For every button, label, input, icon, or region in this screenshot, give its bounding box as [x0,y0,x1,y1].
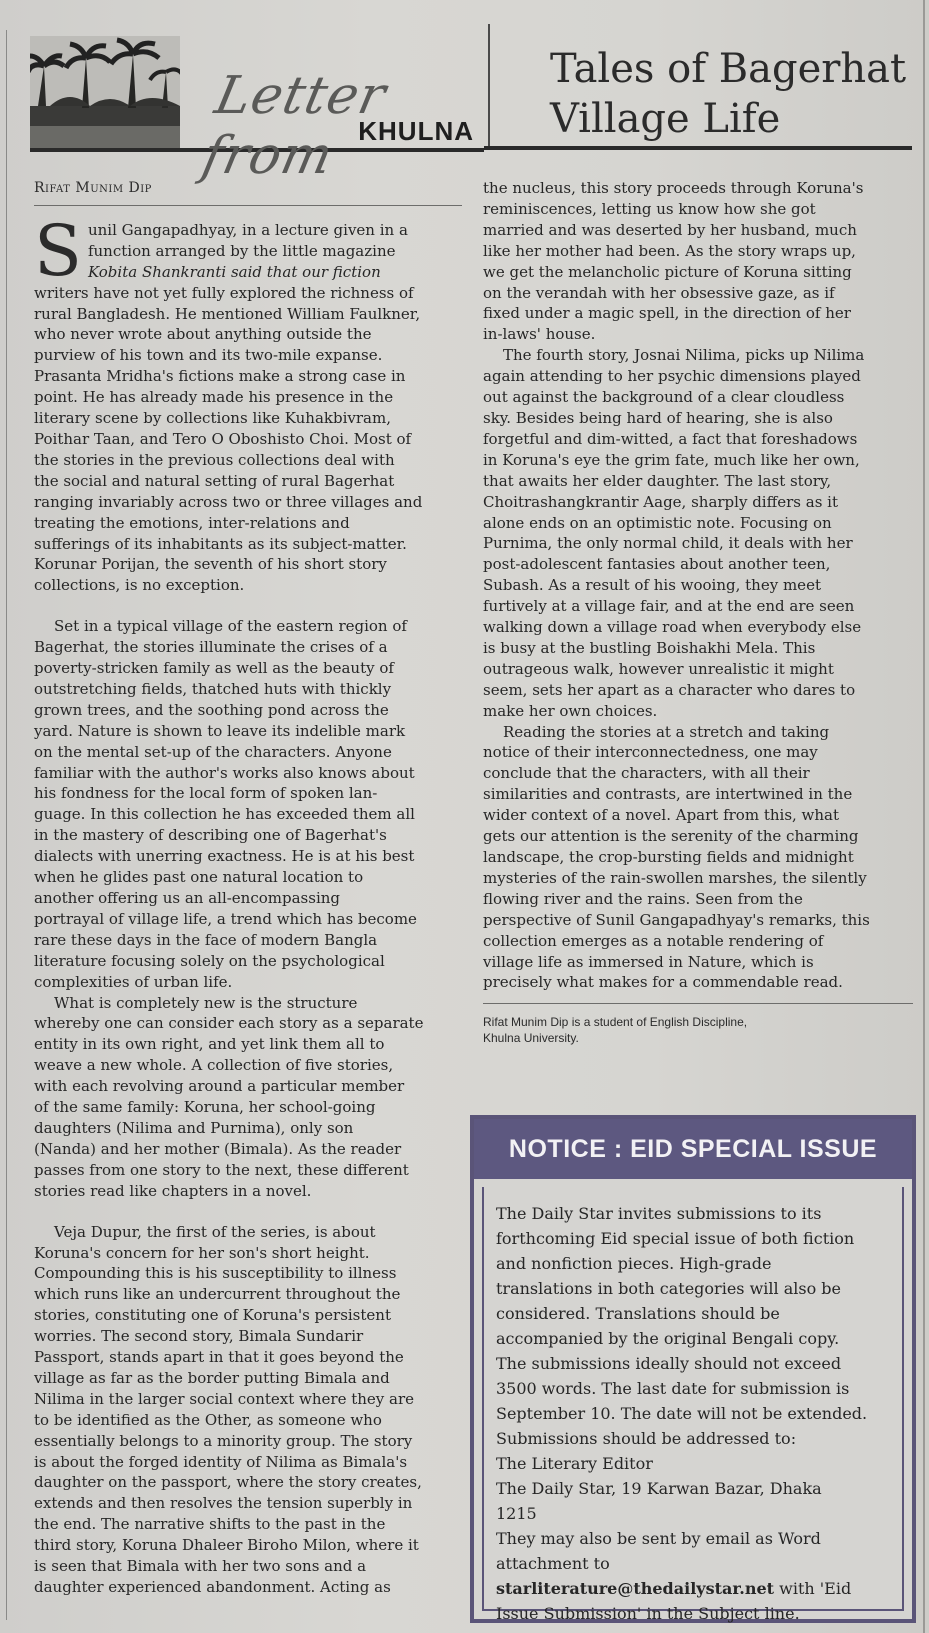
paragraph-5 [483,178,913,345]
text-line: treating the emotions, inter-relations and [34,513,350,532]
text-line: poverty-stricken family as well as the beauty of [34,659,394,678]
header-rule [484,146,912,150]
text-line: in the mastery of describing one of Bagerhat's [34,826,387,845]
paragraph-1 [34,209,462,596]
notice-line: considered. Translations should be [496,1304,780,1323]
text-line: function arranged by the little magazine [87,241,396,260]
email-link[interactable]: starliterature@thedailystar.net [496,1579,775,1598]
text-line: portrayal of village life, a trend which has become [34,909,417,928]
text-line: flowing river and the rains. Seen from the [483,889,803,908]
notice-line: Submissions should be addressed to: [496,1429,797,1448]
text-line: stories, constituting one of Koruna's persistent [34,1306,391,1325]
notice-line: Issue Submission' in the Subject line. [496,1604,800,1623]
text-line: collection emerges as a notable rendering of [483,931,824,950]
text-line: passes from one story to the next, these different [34,1160,409,1179]
text-line: daughters (Nilima and Purnima), only son [34,1118,354,1137]
text-line: with each revolving around a particular member [34,1077,405,1096]
text-line: Subash. As a result of his wooing, they meet [483,576,821,595]
text-line: village life as immersed in Nature, which is [483,952,814,971]
text-line: Compounding this is his susceptibility to illness [34,1264,397,1283]
text-line: Koruna's concern for her son's short height. [34,1243,370,1262]
text-line: Nilima in the larger social context where they are [34,1389,415,1408]
header-divider [488,24,490,148]
text-line: guage. In this collection he has exceeded them all [34,805,415,824]
notice-inner-frame [482,1187,904,1623]
notice-line: attachment to [496,1554,610,1573]
notice-line: accompanied by the original Bengali copy. [496,1329,840,1348]
text-line: literary scene by collections like Kuhakbivram, [34,409,391,428]
notice-line: The submissions ideally should not exceed [496,1354,842,1373]
text-line: his fondness for the local form of spoken lan- [34,784,378,803]
text-line: wider context of a novel. Apart from this, what [483,806,840,825]
text-line: the stories in the previous collections deal with [34,450,395,469]
notice-line: They may also be sent by email as Word [496,1529,821,1548]
text-line: Purnima, the only normal child, it deals with her [483,534,853,553]
text-line: Set in a typical village of the eastern region of [54,617,407,636]
text-line: essentially belongs to a minority group. The story [34,1431,413,1450]
column-logo [30,36,484,186]
text-line: (Nanda) and her mother (Bimala). As the reader [34,1139,402,1158]
text-line: when he glides past one natural location to [34,868,364,887]
text-line: The fourth story, Josnai Nilima, picks up Nilima [503,346,865,365]
text-line: outrageous walk, however unrealistic it might [483,659,834,678]
text-line: stories read like chapters in a novel. [34,1181,312,1200]
logo-city-text: KHULNA [358,116,474,146]
right-column [483,178,913,1046]
text-line: walking down a village road when everybody else [483,618,862,637]
text-line: Veja Dupur, the first of the series, is about [54,1222,376,1241]
text-line: daughter on the passport, where the story creates, [34,1473,422,1492]
text-line: forgetful and dim-witted, a fact that foreshadows [483,429,858,448]
text-line: fixed under a magic spell, in the direction of her [483,304,851,323]
text-line: which runs like an undercurrent throughout the [34,1285,401,1304]
text-line: sky. Besides being hard of hearing, she is also [483,408,833,427]
author-note [483,1003,913,1046]
text-line: village as far as the border putting Bimala and [34,1368,390,1387]
notice-line: The Daily Star invites submissions to its [496,1204,822,1223]
text-line: that awaits her elder daughter. The last story, [483,471,832,490]
paragraph-gap [34,1202,462,1222]
paragraph-4 [34,1222,462,1598]
text-line: daughter experienced abandonment. Acting as [34,1578,391,1596]
text-line: grown trees, and the soothing pond across the [34,700,389,719]
text-line: furtively at a village fair, and at the end are seen [483,597,855,616]
text-line: who never wrote about anything outside the [34,325,372,344]
text-line: weave a new whole. A collection of five stories, [34,1056,394,1075]
text-line: post-adolescent fantasies about another teen, [483,555,831,574]
paragraph-gap [34,596,462,616]
text-line: Reading the stories at a stretch and taking [503,722,830,741]
article-title [550,44,920,144]
text-line: alone ends on an optimistic note. Focusing on [483,513,832,532]
text-line: mysteries of the rain-swollen marshes, the silently [483,868,867,887]
text-line: like her mother had been. As the story wraps up, [483,241,856,260]
text-line: worries. The second story, Bimala Sundarir [34,1327,364,1346]
text-line: conclude that the characters, with all their [483,764,810,783]
text-line: perspective of Sunil Gangapadhyay's remarks, this [483,910,870,929]
text-line: literature focusing solely on the psychological [34,951,385,970]
text-line: entity in its own right, and yet link them all to [34,1035,385,1054]
palm-trees-photo-icon [30,36,180,148]
text-line: whereby one can consider each story as a separate [34,1014,424,1033]
text-line: dialects with unerring exactness. He is at his best [34,847,415,866]
notice-line: The Literary Editor [496,1454,653,1473]
text-line: What is completely new is the structure [54,993,358,1012]
text-line: writers have not yet fully explored the richness of [34,283,414,302]
text-line: we get the melancholic picture of Koruna sitting [483,262,852,281]
text-line: gets our attention is the serenity of the charming [483,827,859,846]
text-line: Poithar Taan, and Tero O Oboshisto Choi. Most of [34,429,412,448]
text-line: the social and natural setting of rural Bagerhat [34,471,395,490]
title-line: Tales of Bagerhat [550,46,907,92]
text-line: another offering us an all-encompassing [34,889,340,907]
text-line: point. He has already made his presence in the [34,388,394,407]
logo-script-text: Letter from [197,66,392,186]
text-line: rural Bangladesh. He mentioned William Faulkner, [34,304,421,323]
text-line: extends and then resolves the tension superbly in [34,1494,413,1513]
text-line: third story, Koruna Dhaleer Biroho Milon, where it [34,1536,419,1555]
text-line: is about the forged identity of Nilima as Bimala's [34,1452,408,1471]
text-line: Choitrashangkrantir Aage, sharply differs as it [483,492,839,511]
notice-line: 3500 words. The last date for submission is [496,1379,850,1398]
author-note-line: Rifat Munim Dip is a student of English Discipline, [483,1015,748,1030]
text-line: out against the background of a clear cloudless [483,388,845,407]
notice-heading: NOTICE : EID SPECIAL ISSUE [474,1119,912,1179]
notice-email-line [496,1576,894,1601]
email-suffix: with 'Eid [774,1579,852,1598]
paragraph-2 [34,616,462,992]
text-line: married and was deserted by her husband, much [483,220,857,239]
paragraph-7 [483,722,913,994]
text-line: Prasanta Mridha's fictions make a strong case in [34,367,406,386]
notice-line: September 10. The date will not be extended. [496,1404,868,1423]
author-note-line: Khulna University. [483,1031,579,1046]
text-line: collections, is no exception. [34,576,245,595]
text-line: Korunar Porijan, the seventh of his short story [34,555,387,574]
text-line: yard. Nature is shown to leave its indelible mark [34,721,406,740]
title-line: Village Life [550,96,781,142]
left-column [34,178,462,1598]
text-line: unil Gangapadhyay, in a lecture given in a [87,220,408,239]
text-line: Passport, stands apart in that it goes beyond the [34,1348,404,1367]
notice-line: 1215 [496,1504,537,1523]
text-line: in-laws' house. [483,325,596,344]
paragraph-3 [34,993,462,1202]
text-line: sufferings of its inhabitants as its subject-matter. [34,534,407,553]
paragraph-6 [483,345,913,721]
page-edge-right [923,0,925,1633]
text-line: ranging invariably across two or three villages and [34,492,423,511]
text-line: seem, sets her apart as a character who dares to [483,680,856,699]
text-line: landscape, the crop-bursting fields and midnight [483,848,854,866]
notice-line: and nonfiction pieces. High-grade [496,1254,772,1273]
text-line: on the verandah with her obsessive gaze, as if [483,283,835,302]
text-line: in Koruna's eye the grim fate, much like her own, [483,450,860,469]
notice-body [496,1201,894,1626]
text-line: similarities and contrasts, are intertwined in the [483,785,853,804]
notice-box [470,1115,916,1623]
text-line: is seen that Bimala with her two sons and a [34,1557,367,1576]
byline: Rifat Munim Dip [34,178,462,206]
text-line: reminiscences, letting us know how she got [483,199,816,218]
text-line: of the same family: Koruna, her school-going [34,1098,376,1117]
text-line: rare these days in the face of modern Bangla [34,930,378,949]
text-line: familiar with the author's works also knows about [34,763,415,782]
text-line: precisely what makes for a commendable read. [483,973,843,992]
drop-cap: S [34,209,82,292]
text-line: the end. The narrative shifts to the past in the [34,1515,386,1534]
page-edge-left [6,30,7,1620]
text-line: the nucleus, this story proceeds through Koruna's [483,179,864,197]
text-line: notice of their interconnectedness, one may [483,743,818,762]
notice-line: The Daily Star, 19 Karwan Bazar, Dhaka [496,1479,822,1498]
text-line: Kobita Shankranti said that our fiction [87,262,381,281]
text-line: complexities of urban life. [34,972,233,991]
notice-line: translations in both categories will also be [496,1279,842,1298]
text-line: is busy at the bustling Boishakhi Mela. This [483,638,816,657]
text-line: on the mental set-up of the characters. Anyone [34,742,392,761]
text-line: Bagerhat, the stories illuminate the crises of a [34,638,388,657]
text-line: again attending to her psychic dimensions played [483,367,861,386]
text-line: to be identified as the Other, as someone who [34,1410,382,1429]
notice-line: forthcoming Eid special issue of both fiction [496,1229,855,1248]
text-line: purview of his town and its two-mile expanse. [34,346,383,365]
text-line: make her own choices. [483,701,658,720]
text-line: outstretching fields, thatched huts with thickly [34,679,392,698]
